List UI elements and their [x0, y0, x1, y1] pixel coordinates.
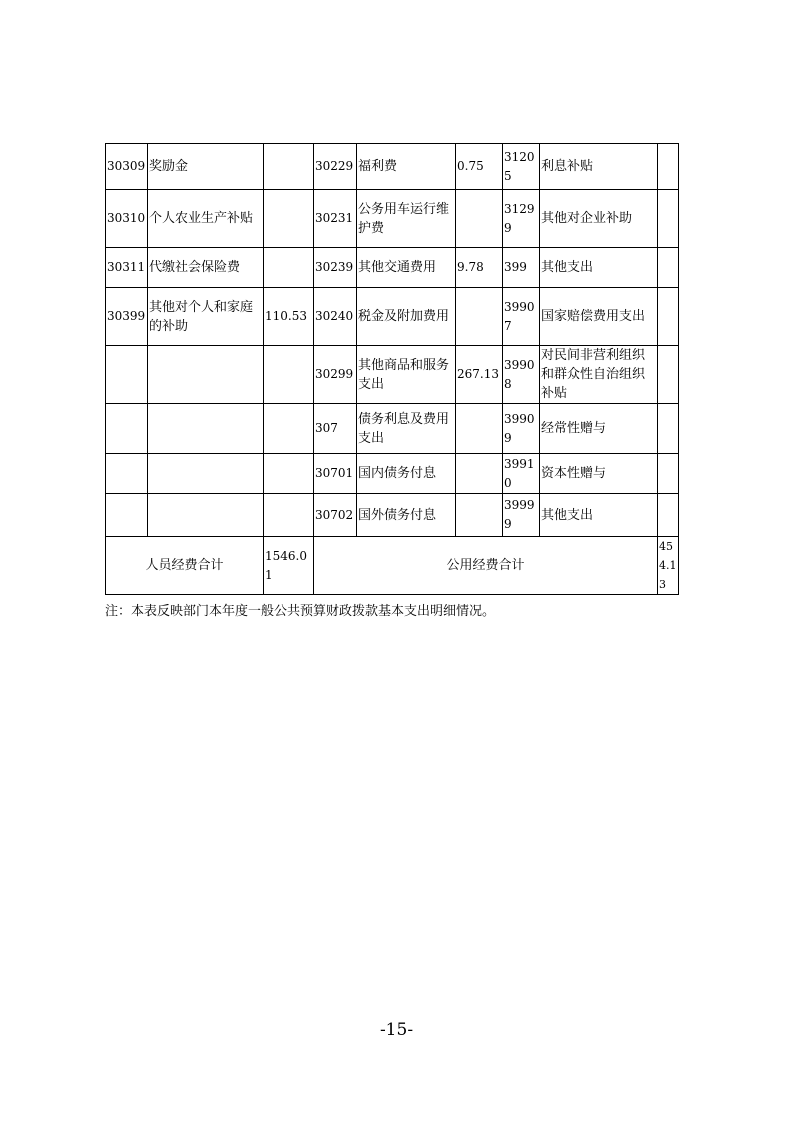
cell-name	[148, 454, 264, 494]
table-body	[106, 144, 679, 537]
cell-amount	[658, 346, 679, 404]
cell-code: 30299	[314, 346, 357, 404]
cell-name: 代缴社会保险费	[148, 248, 264, 288]
cell-amount	[658, 454, 679, 494]
cell-name: 其他支出	[540, 248, 658, 288]
cell-code: 30702	[314, 494, 357, 537]
cell-name: 债务利息及费用支出	[357, 404, 456, 454]
cell-name: 国内债务付息	[357, 454, 456, 494]
cell-code: 30229	[314, 144, 357, 190]
cell-name: 其他对个人和家庭的补助	[148, 288, 264, 346]
table-row	[106, 248, 679, 288]
cell-code	[106, 494, 148, 537]
cell-name: 税金及附加费用	[357, 288, 456, 346]
cell-name: 其他商品和服务支出	[357, 346, 456, 404]
cell-code: 30701	[314, 454, 357, 494]
table-row	[106, 144, 679, 190]
cell-code: 30399	[106, 288, 148, 346]
cell-code: 31299	[503, 190, 540, 248]
cell-code: 30239	[314, 248, 357, 288]
public-total-value: 454.13	[658, 537, 679, 595]
cell-name	[148, 494, 264, 537]
cell-code: 39907	[503, 288, 540, 346]
cell-name	[148, 404, 264, 454]
cell-code: 39999	[503, 494, 540, 537]
cell-amount	[456, 454, 503, 494]
cell-amount	[456, 404, 503, 454]
cell-code: 39909	[503, 404, 540, 454]
cell-amount	[658, 144, 679, 190]
public-total-label: 公用经费合计	[314, 537, 658, 595]
page-number: -15-	[379, 1020, 414, 1040]
cell-name: 其他支出	[540, 494, 658, 537]
cell-amount	[658, 404, 679, 454]
table-row	[106, 454, 679, 494]
personnel-total-label: 人员经费合计	[106, 537, 264, 595]
cell-amount: 0.75	[456, 144, 503, 190]
cell-name: 经常性赠与	[540, 404, 658, 454]
personnel-total-value: 1546.01	[264, 537, 314, 595]
cell-name: 奖励金	[148, 144, 264, 190]
table-row	[106, 190, 679, 248]
cell-code: 31205	[503, 144, 540, 190]
expenditure-detail-table	[105, 143, 679, 595]
cell-amount	[658, 190, 679, 248]
cell-code	[106, 346, 148, 404]
cell-amount	[264, 494, 314, 537]
cell-amount	[658, 288, 679, 346]
cell-name	[148, 346, 264, 404]
cell-code	[106, 404, 148, 454]
cell-name: 国外债务付息	[357, 494, 456, 537]
cell-name: 个人农业生产补贴	[148, 190, 264, 248]
cell-code: 30310	[106, 190, 148, 248]
cell-amount	[658, 248, 679, 288]
cell-amount: 110.53	[264, 288, 314, 346]
cell-name: 对民间非营利组织和群众性自治组织补贴	[540, 346, 658, 404]
cell-code: 307	[314, 404, 357, 454]
cell-amount	[264, 404, 314, 454]
cell-amount	[264, 190, 314, 248]
cell-code: 30311	[106, 248, 148, 288]
cell-code: 30240	[314, 288, 357, 346]
cell-name: 其他对企业补助	[540, 190, 658, 248]
table-row	[106, 346, 679, 404]
cell-code	[106, 454, 148, 494]
cell-name: 国家赔偿费用支出	[540, 288, 658, 346]
cell-code: 39908	[503, 346, 540, 404]
cell-amount	[264, 144, 314, 190]
cell-amount	[264, 346, 314, 404]
cell-amount	[456, 288, 503, 346]
cell-amount	[264, 248, 314, 288]
cell-code: 30309	[106, 144, 148, 190]
totals-row	[106, 537, 679, 595]
cell-amount	[264, 454, 314, 494]
cell-amount	[456, 190, 503, 248]
table-row	[106, 288, 679, 346]
cell-code: 399	[503, 248, 540, 288]
table-row	[106, 494, 679, 537]
cell-amount	[658, 494, 679, 537]
cell-amount: 9.78	[456, 248, 503, 288]
cell-amount	[456, 494, 503, 537]
cell-code: 30231	[314, 190, 357, 248]
cell-name: 利息补贴	[540, 144, 658, 190]
cell-name: 其他交通费用	[357, 248, 456, 288]
cell-code: 39910	[503, 454, 540, 494]
cell-name: 资本性赠与	[540, 454, 658, 494]
cell-amount: 267.13	[456, 346, 503, 404]
table-row	[106, 404, 679, 454]
cell-name: 公务用车运行维护费	[357, 190, 456, 248]
cell-name: 福利费	[357, 144, 456, 190]
table-note: 注：本表反映部门本年度一般公共预算财政拨款基本支出明细情况。	[105, 604, 496, 619]
